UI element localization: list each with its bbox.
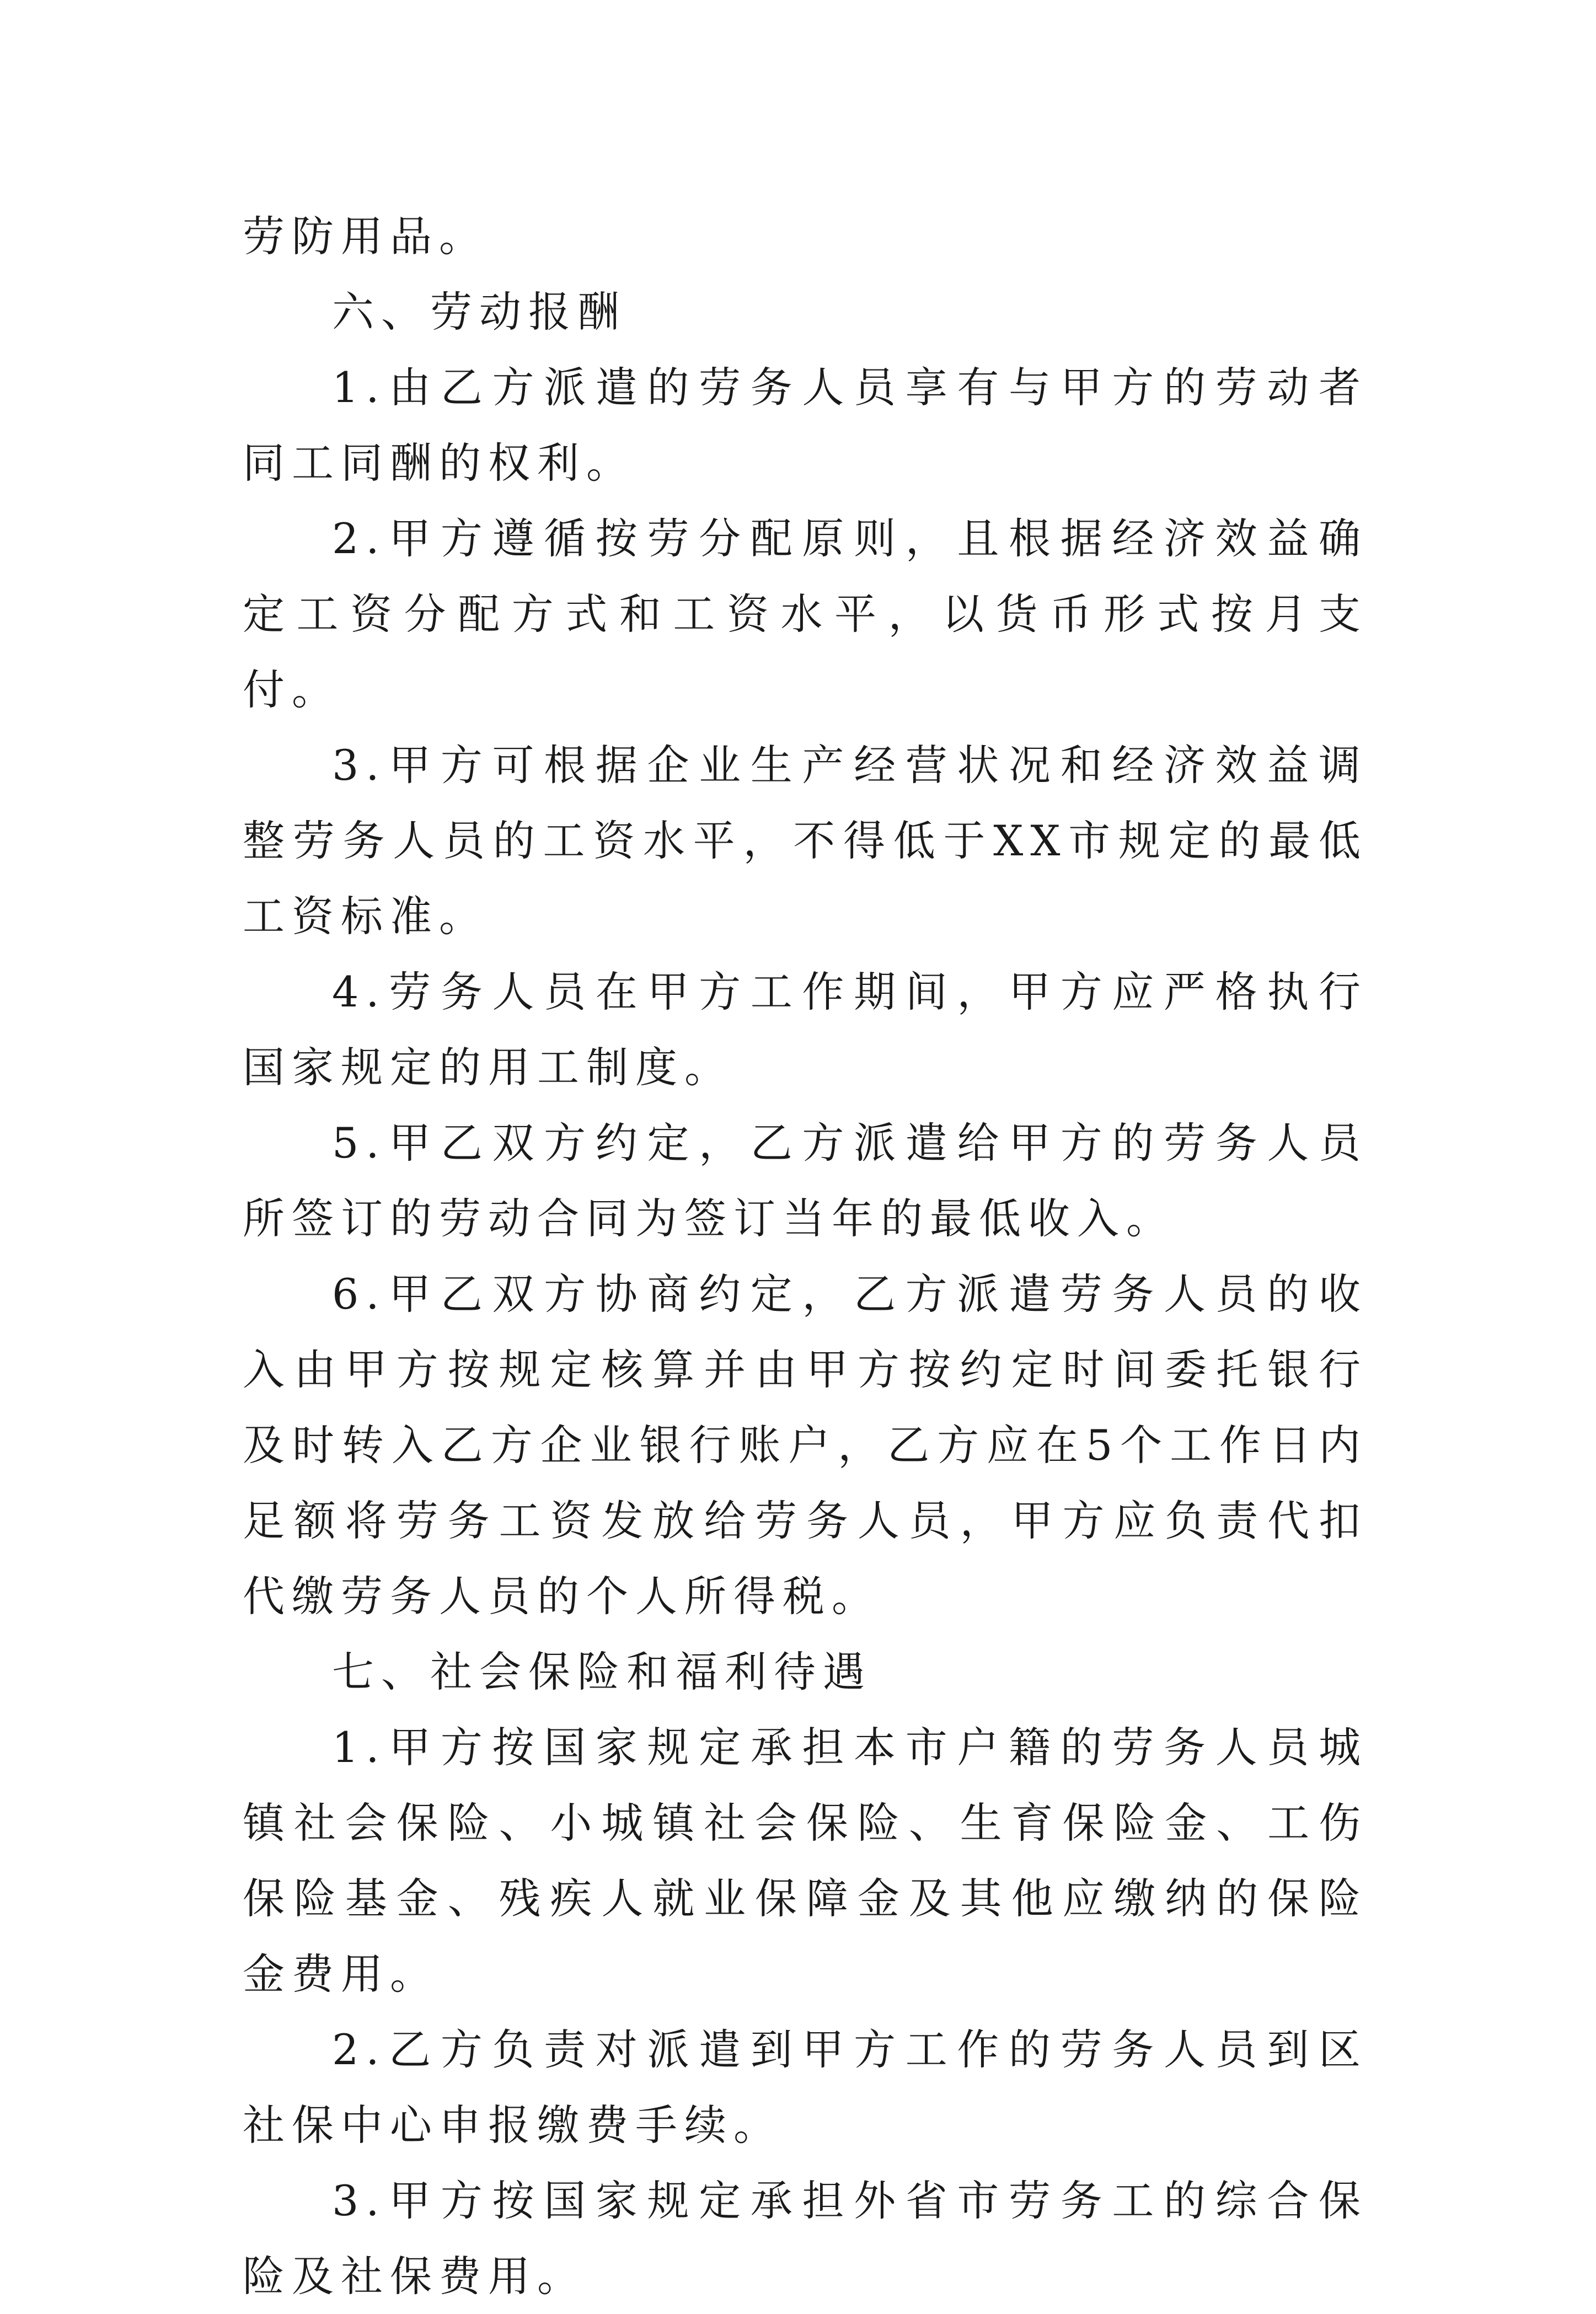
clause-7-2: 2.乙方负责对派遣到甲方工作的劳务人员到区社保中心申报缴费手续。 (243, 2025, 1368, 2150)
clause-6-4: 4.劳务人员在甲方工作期间，甲方应严格执行国家规定的用工制度。 (243, 967, 1368, 1092)
section-heading-labor-pay: 六、劳动报酬 (332, 287, 626, 336)
clause-7-1: 1.甲方按国家规定承担本市户籍的劳务人员城镇社会保险、小城镇社会保险、生育保险金、工伤保险基金、残疾人就业保障金及其他应缴纳的保险金费用。 (243, 1723, 1368, 1999)
clause-7-3: 3.甲方按国家规定承担外省市劳务工的综合保险及社保费用。 (243, 2176, 1368, 2301)
clause-6-1: 1.由乙方派遣的劳务人员享有与甲方的劳动者同工同酬的权利。 (243, 363, 1368, 488)
clause-6-2: 2.甲方遵循按劳分配原则，且根据经济效益确定工资分配方式和工资水平，以货币形式按月支付。 (243, 514, 1368, 714)
document-body (243, 199, 1368, 2314)
clause-6-5: 5.甲乙双方约定，乙方派遣给甲方的劳务人员所签订的劳动合同为签订当年的最低收入。 (243, 1118, 1368, 1243)
paragraph-continuation: 劳防用品。 (243, 212, 488, 261)
clause-6-6: 6.甲乙双方协商约定，乙方派遣劳务人员的收入由甲方按规定核算并由甲方按约定时间委托银行及时转入乙方企业银行账户，乙方应在5个工作日内足额将劳务工资发放给劳务人员，甲方应负责代扣代缴劳务人员的个人所得税。 (243, 1270, 1368, 1621)
section-heading-social-insurance: 七、社会保险和福利待遇 (332, 1647, 872, 1696)
clause-6-3: 3.甲方可根据企业生产经营状况和经济效益调整劳务人员的工资水平，不得低于XX市规定的最低工资标准。 (243, 741, 1368, 941)
